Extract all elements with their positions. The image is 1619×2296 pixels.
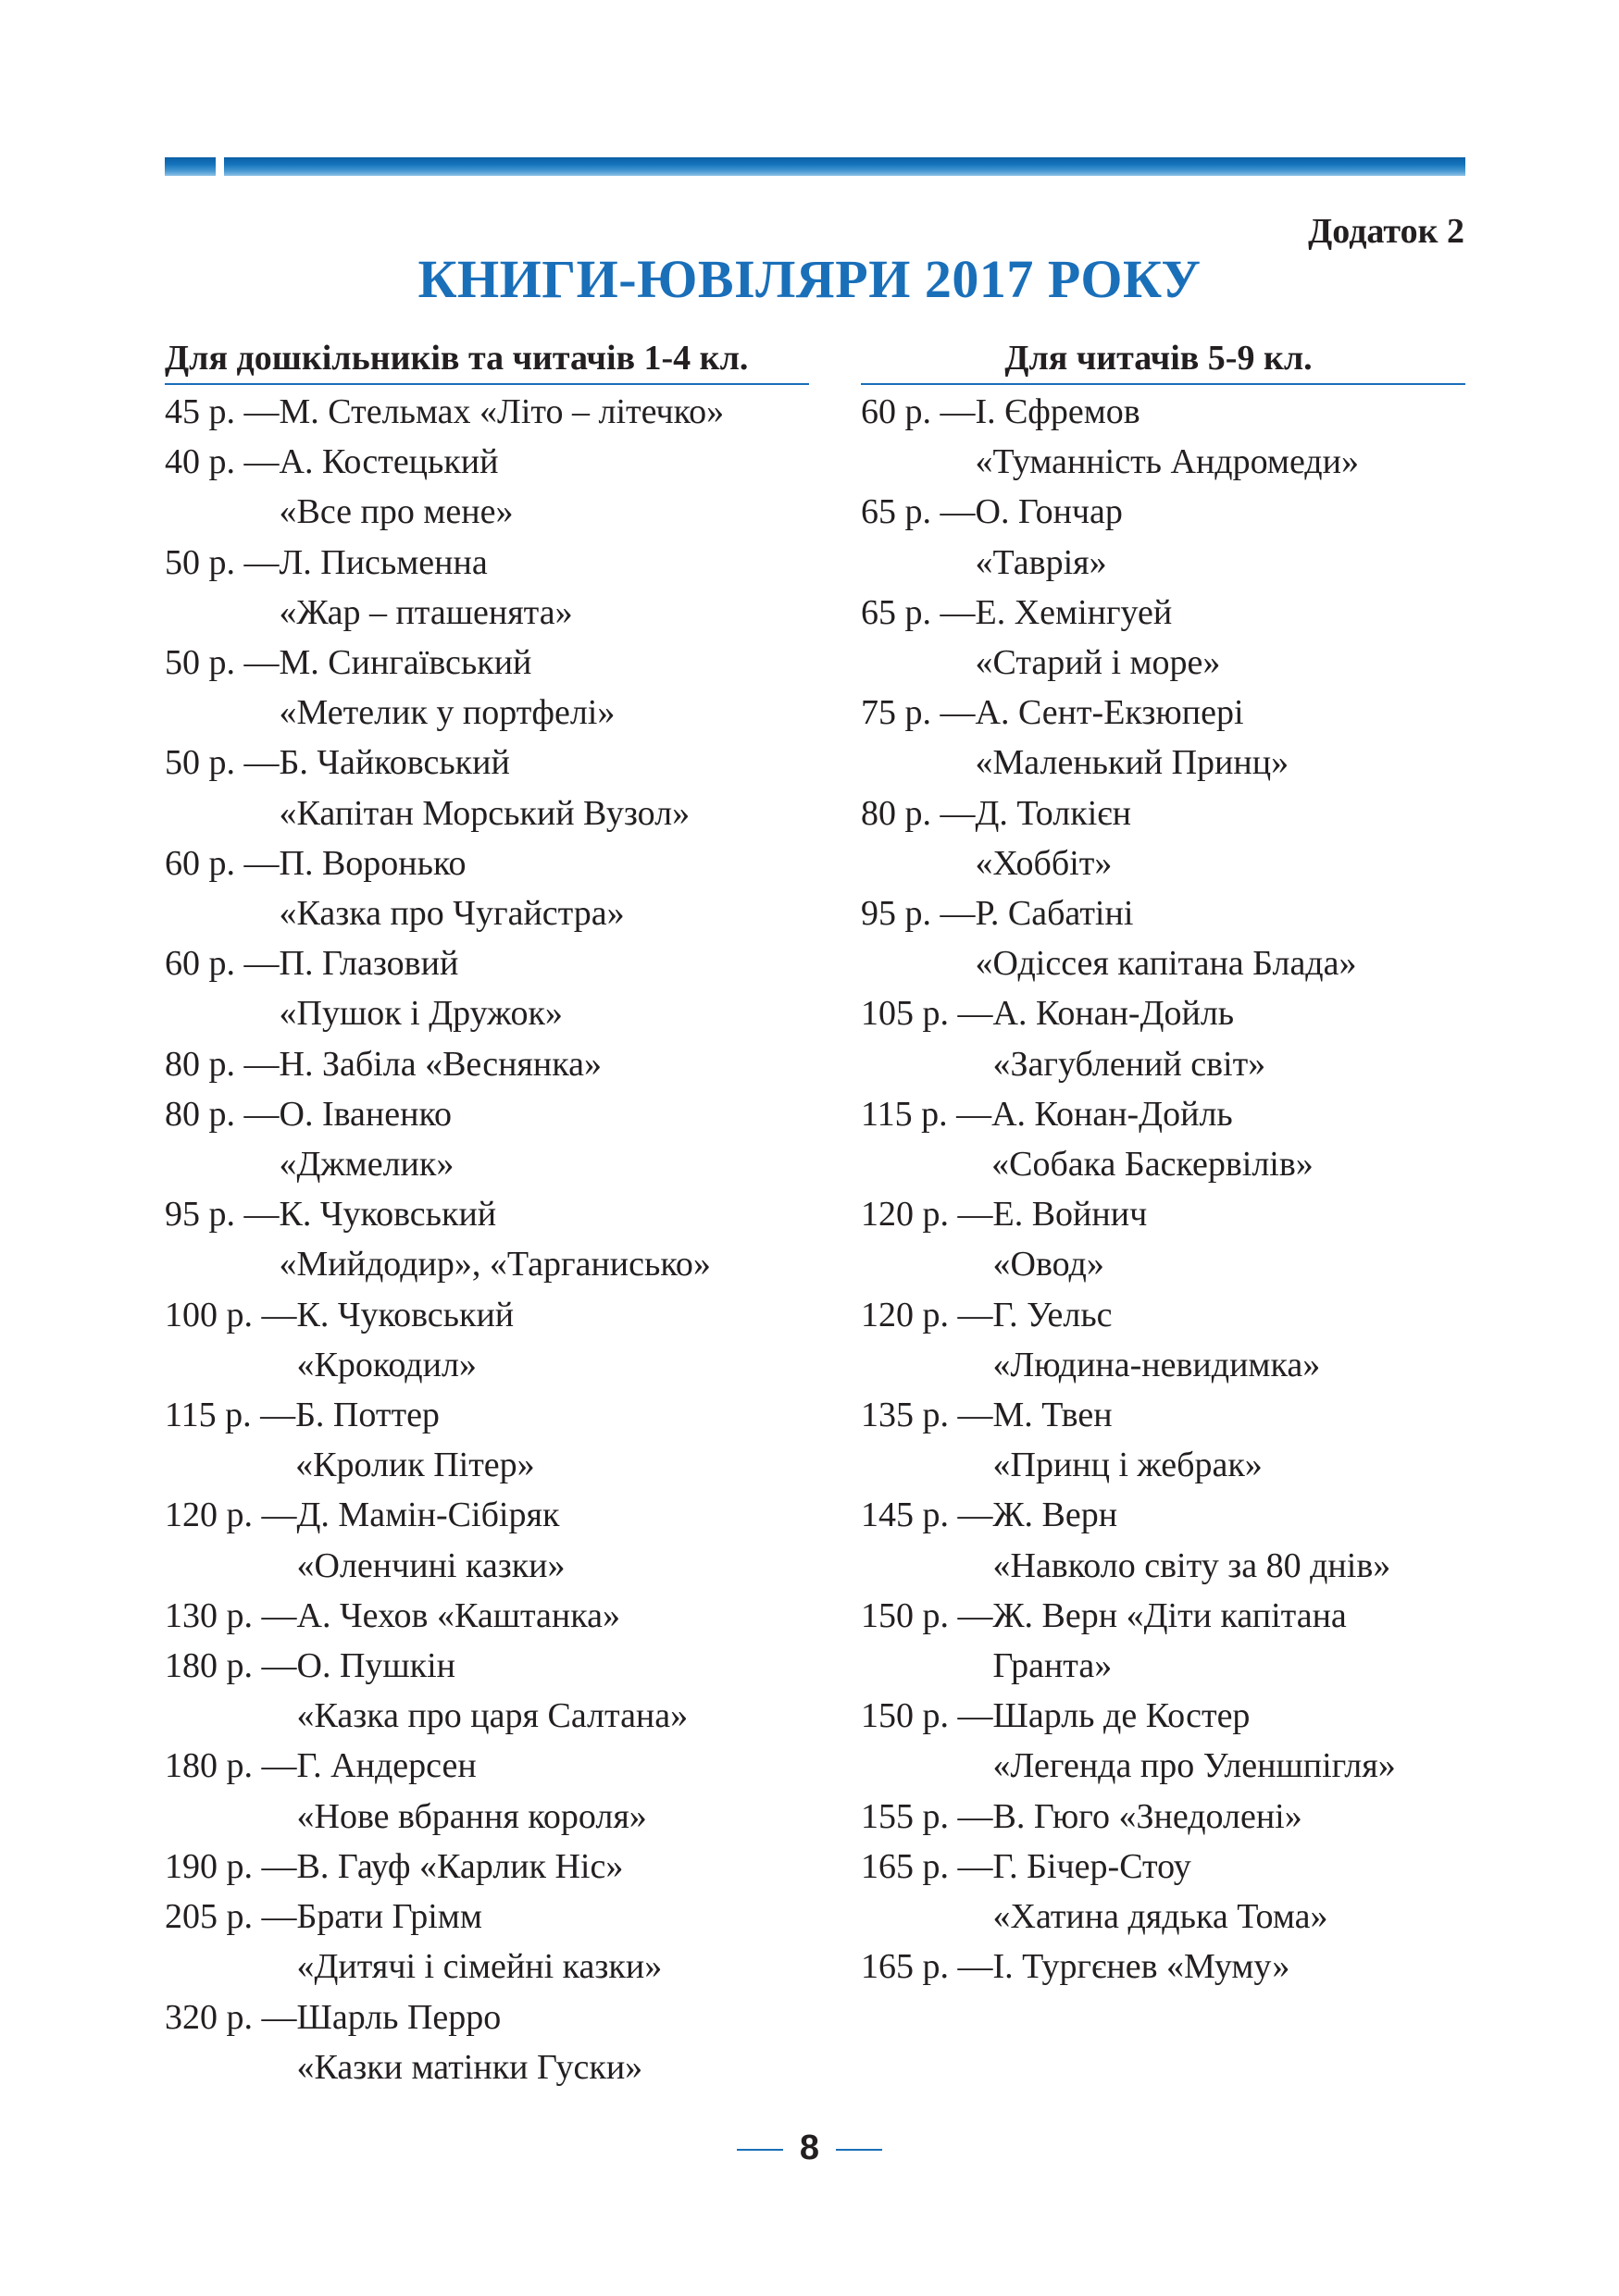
title-line: «Метелик у портфелі» bbox=[279, 693, 616, 733]
author-line: П. Воронько bbox=[279, 843, 467, 883]
book-entry bbox=[861, 788, 1465, 888]
anniversary-years: 205 р. — bbox=[165, 1897, 297, 1937]
title-line: «Казка про царя Салтана» bbox=[296, 1696, 689, 1736]
book-entry bbox=[165, 738, 809, 838]
anniversary-years: 100 р. — bbox=[165, 1295, 297, 1334]
anniversary-years: 75 р. — bbox=[861, 693, 976, 733]
title-line: «Хоббіт» bbox=[975, 843, 1113, 883]
book-details bbox=[295, 1390, 535, 1490]
title-line: «Загублений світ» bbox=[992, 1044, 1266, 1084]
book-entry bbox=[165, 437, 809, 537]
title-line: «Казка про Чугайстра» bbox=[279, 894, 625, 934]
page-number: 8 bbox=[799, 2128, 820, 2167]
title-line: «Одіссея капітана Блада» bbox=[975, 944, 1357, 984]
book-details bbox=[976, 788, 1131, 888]
book-entry bbox=[861, 1792, 1465, 1842]
author-line: О. Пушкін bbox=[296, 1646, 456, 1686]
anniversary-years: 115 р. — bbox=[861, 1094, 992, 1134]
book-entry bbox=[861, 988, 1465, 1088]
author-line: Б. Чайковський bbox=[279, 743, 510, 783]
book-details bbox=[976, 487, 1123, 587]
book-details bbox=[280, 838, 625, 938]
anniversary-years: 50 р. — bbox=[165, 743, 280, 783]
anniversary-years: 60 р. — bbox=[165, 944, 280, 984]
author-line: Е. Хемінгуей bbox=[975, 592, 1173, 632]
title-line: «Овод» bbox=[992, 1245, 1104, 1285]
author-line: Брати Грімм bbox=[296, 1897, 482, 1937]
anniversary-years: 115 р. — bbox=[165, 1396, 296, 1435]
page-footer bbox=[0, 2128, 1619, 2168]
book-entry bbox=[165, 538, 809, 638]
author-line: І. Тургєнев «Муму» bbox=[992, 1947, 1290, 1987]
book-details bbox=[976, 688, 1289, 788]
anniversary-years: 120 р. — bbox=[861, 1195, 993, 1235]
anniversary-years: 120 р. — bbox=[861, 1295, 993, 1334]
anniversary-years: 50 р. — bbox=[165, 542, 280, 582]
book-entry bbox=[165, 938, 809, 1038]
anniversary-years: 150 р. — bbox=[861, 1696, 993, 1736]
anniversary-years: 60 р. — bbox=[165, 843, 280, 883]
book-entry bbox=[165, 387, 809, 437]
anniversary-years: 190 р. — bbox=[165, 1846, 297, 1886]
book-details bbox=[993, 1691, 1396, 1791]
anniversary-years: 80 р. — bbox=[165, 1044, 280, 1084]
book-entry bbox=[165, 1591, 809, 1641]
anniversary-years: 60 р. — bbox=[861, 392, 976, 431]
book-details bbox=[280, 938, 563, 1038]
author-line: Р. Сабатіні bbox=[975, 894, 1134, 934]
footer-dash-right bbox=[836, 2149, 882, 2151]
author-line: М. Твен bbox=[992, 1396, 1113, 1435]
title-line: «Кролик Пітер» bbox=[295, 1446, 535, 1485]
author-line: А. Чехов «Каштанка» bbox=[296, 1595, 620, 1635]
author-line: Е. Войнич bbox=[992, 1195, 1148, 1235]
book-entry bbox=[165, 1641, 809, 1741]
book-details bbox=[297, 1992, 643, 2092]
book-details bbox=[280, 538, 573, 638]
book-details bbox=[993, 1290, 1321, 1390]
anniversary-years: 120 р. — bbox=[165, 1496, 297, 1535]
book-details bbox=[280, 437, 514, 537]
book-entry bbox=[861, 1691, 1465, 1791]
title-line: «Дитячі і сімейні казки» bbox=[296, 1947, 663, 1987]
column-heading: Для читачів 5-9 кл. bbox=[861, 333, 1465, 385]
author-line: К. Чуковський bbox=[296, 1295, 515, 1334]
author-line: Шарль Перро bbox=[296, 1997, 502, 2037]
author-line: В. Гюго «Знедолені» bbox=[992, 1796, 1302, 1836]
anniversary-years: 155 р. — bbox=[861, 1796, 993, 1836]
title-line: «Крокодил» bbox=[296, 1345, 477, 1384]
anniversary-years: 80 р. — bbox=[165, 1094, 280, 1134]
anniversary-years: 165 р. — bbox=[861, 1846, 993, 1886]
anniversary-years: 65 р. — bbox=[861, 492, 976, 532]
book-details bbox=[993, 1942, 1290, 1992]
title-line: «Оленчині казки» bbox=[296, 1545, 566, 1585]
anniversary-years: 180 р. — bbox=[165, 1746, 297, 1786]
book-entry bbox=[861, 1290, 1465, 1390]
author-line: А. Конан-Дойль bbox=[992, 994, 1235, 1034]
title-line: «Мийдодир», «Тарганисько» bbox=[279, 1245, 711, 1285]
title-line: «Старий і море» bbox=[975, 643, 1221, 683]
title-line: «Собака Баскервілів» bbox=[991, 1145, 1314, 1185]
book-details bbox=[280, 638, 616, 738]
author-line: Шарль де Костер bbox=[992, 1696, 1251, 1736]
book-entry bbox=[165, 1290, 809, 1390]
page-title: КНИГИ-ЮВІЛЯРИ 2017 РОКУ bbox=[417, 249, 1202, 309]
author-line: О. Гончар bbox=[975, 492, 1123, 532]
title-line: «Все про мене» bbox=[279, 492, 514, 532]
title-line: «Людина-невидимка» bbox=[992, 1345, 1321, 1384]
book-entry bbox=[861, 888, 1465, 988]
author-line: В. Гауф «Карлик Ніс» bbox=[296, 1846, 624, 1886]
book-details bbox=[280, 1189, 711, 1289]
anniversary-years: 40 р. — bbox=[165, 442, 280, 482]
title-line: «Джмелик» bbox=[279, 1145, 455, 1185]
author-line: Г. Бічер-Стоу bbox=[992, 1846, 1191, 1886]
title-line: «Нове вбрання короля» bbox=[296, 1796, 647, 1836]
book-details bbox=[991, 1089, 1314, 1189]
title-line: «Маленький Принц» bbox=[975, 743, 1289, 783]
book-entry bbox=[165, 1189, 809, 1289]
book-entry bbox=[861, 1942, 1465, 1992]
book-entry bbox=[165, 1892, 809, 1992]
author-line: О. Іваненко bbox=[279, 1094, 452, 1134]
book-details bbox=[297, 1641, 689, 1741]
book-entry bbox=[165, 1490, 809, 1590]
book-details bbox=[297, 1892, 663, 1992]
book-details bbox=[280, 1039, 603, 1089]
book-details bbox=[993, 1390, 1263, 1490]
book-entry bbox=[165, 838, 809, 938]
book-details bbox=[297, 1842, 624, 1892]
book-entry bbox=[165, 1842, 809, 1892]
book-entry bbox=[861, 1189, 1465, 1289]
book-entry bbox=[165, 638, 809, 738]
column-preschool bbox=[165, 333, 809, 2092]
title-line: «Пушок і Дружок» bbox=[279, 994, 563, 1034]
anniversary-years: 95 р. — bbox=[861, 894, 976, 934]
anniversary-years: 150 р. — bbox=[861, 1595, 993, 1635]
footer-dash-left bbox=[737, 2149, 783, 2151]
title-line: Гранта» bbox=[992, 1646, 1113, 1686]
column-grades-5-9 bbox=[861, 333, 1465, 1992]
author-line: Г. Андерсен bbox=[296, 1746, 477, 1786]
author-line: М. Стельмах «Літо – літечко» bbox=[279, 392, 725, 431]
book-details bbox=[993, 1490, 1391, 1590]
author-line: Г. Уельс bbox=[992, 1295, 1113, 1334]
anniversary-years: 320 р. — bbox=[165, 1997, 297, 2037]
anniversary-years: 65 р. — bbox=[861, 592, 976, 632]
author-line: І. Єфремов bbox=[975, 392, 1140, 431]
appendix-label: Додаток 2 bbox=[1308, 212, 1464, 251]
author-line: А. Костецький bbox=[279, 442, 499, 482]
book-details bbox=[297, 1741, 647, 1841]
anniversary-years: 50 р. — bbox=[165, 643, 280, 683]
title-line: «Жар – пташенята» bbox=[279, 592, 573, 632]
book-details bbox=[993, 1842, 1328, 1942]
book-details bbox=[993, 1591, 1347, 1691]
author-line: Ж. Верн bbox=[992, 1496, 1118, 1535]
book-list bbox=[861, 385, 1465, 1992]
author-line: А. Сент-Екзюпері bbox=[975, 693, 1244, 733]
book-entry bbox=[165, 1039, 809, 1089]
author-line: Б. Поттер bbox=[295, 1396, 440, 1435]
book-details bbox=[297, 1290, 515, 1390]
top-decorative-band bbox=[165, 157, 1465, 176]
book-entry bbox=[861, 487, 1465, 587]
author-line: К. Чуковський bbox=[279, 1195, 497, 1235]
book-entry bbox=[861, 1390, 1465, 1490]
book-details bbox=[297, 1591, 621, 1641]
book-details bbox=[993, 1189, 1148, 1289]
anniversary-years: 130 р. — bbox=[165, 1595, 297, 1635]
book-entry bbox=[861, 1490, 1465, 1590]
book-details bbox=[280, 738, 691, 838]
author-line: Л. Письменна bbox=[279, 542, 488, 582]
anniversary-years: 45 р. — bbox=[165, 392, 280, 431]
title-line: «Легенда про Уленшпігля» bbox=[992, 1746, 1396, 1786]
author-line: Н. Забіла «Веснянка» bbox=[279, 1044, 602, 1084]
anniversary-years: 180 р. — bbox=[165, 1646, 297, 1686]
author-line: М. Сингаївський bbox=[279, 643, 532, 683]
author-line: П. Глазовий bbox=[279, 944, 459, 984]
title-line: «Хатина дядька Тома» bbox=[992, 1897, 1328, 1937]
anniversary-years: 135 р. — bbox=[861, 1396, 993, 1435]
anniversary-years: 145 р. — bbox=[861, 1496, 993, 1535]
book-details bbox=[280, 387, 725, 437]
book-list bbox=[165, 385, 809, 2092]
book-entry bbox=[861, 688, 1465, 788]
book-entry bbox=[861, 1842, 1465, 1942]
title-line: «Туманність Андромеди» bbox=[975, 442, 1359, 482]
column-heading: Для дошкільників та читачів 1-4 кл. bbox=[165, 333, 809, 385]
book-entry bbox=[165, 1390, 809, 1490]
anniversary-years: 105 р. — bbox=[861, 994, 993, 1034]
anniversary-years: 80 р. — bbox=[861, 793, 976, 833]
title-line: «Казки матінки Гуски» bbox=[296, 2047, 643, 2087]
book-entry bbox=[861, 387, 1465, 487]
title-line: «Таврія» bbox=[975, 542, 1107, 582]
book-details bbox=[993, 988, 1266, 1088]
title-line: «Капітан Морський Вузол» bbox=[279, 793, 691, 833]
title-line: «Навколо світу за 80 днів» bbox=[992, 1545, 1391, 1585]
author-line: Д. Мамін-Сібіряк bbox=[296, 1496, 560, 1535]
anniversary-years: 165 р. — bbox=[861, 1947, 993, 1987]
book-entry bbox=[861, 1089, 1465, 1189]
book-details bbox=[297, 1490, 566, 1590]
book-entry bbox=[165, 1741, 809, 1841]
anniversary-years: 95 р. — bbox=[165, 1195, 280, 1235]
title-line: «Принц і жебрак» bbox=[992, 1446, 1263, 1485]
book-entry bbox=[165, 1992, 809, 2092]
book-entry bbox=[861, 588, 1465, 688]
book-entry bbox=[165, 1089, 809, 1189]
author-line: А. Конан-Дойль bbox=[991, 1094, 1233, 1134]
book-details bbox=[280, 1089, 455, 1189]
book-details bbox=[976, 387, 1359, 487]
book-entry bbox=[861, 1591, 1465, 1691]
author-line: Д. Толкієн bbox=[975, 793, 1131, 833]
band-notch bbox=[216, 157, 224, 176]
book-details bbox=[993, 1792, 1302, 1842]
book-details bbox=[976, 588, 1221, 688]
book-details bbox=[976, 888, 1357, 988]
author-line: Ж. Верн «Діти капітана bbox=[992, 1595, 1347, 1635]
